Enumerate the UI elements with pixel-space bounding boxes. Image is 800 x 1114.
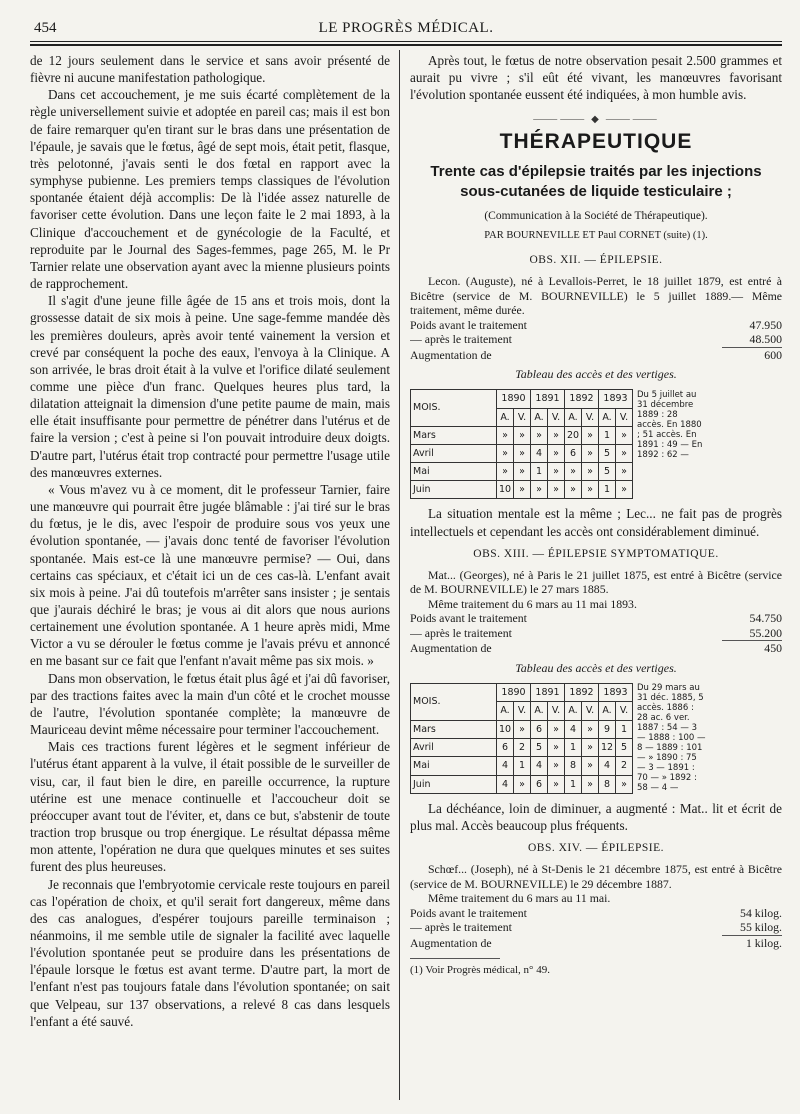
column-divider: [399, 50, 400, 1100]
table-cell: »: [531, 481, 548, 499]
table-header-year: 1892: [565, 390, 599, 408]
table-cell: »: [582, 444, 599, 462]
table-cell: »: [514, 444, 531, 462]
table-subheader: V.: [616, 702, 633, 720]
table-cell: »: [548, 463, 565, 481]
table-cell: »: [582, 720, 599, 738]
table-cell: 6: [565, 444, 582, 462]
table-header-year: 1891: [531, 683, 565, 701]
table-cell: 5: [599, 463, 616, 481]
table-cell: 1: [531, 463, 548, 481]
table-cell: »: [565, 481, 582, 499]
table-cell: 20: [565, 426, 582, 444]
table-cell: 4: [497, 757, 514, 775]
table-month: Juin: [411, 775, 497, 793]
table-cell: »: [582, 463, 599, 481]
table-subheader: A.: [599, 702, 616, 720]
table-cell: »: [514, 775, 531, 793]
table-header-year: 1893: [599, 683, 633, 701]
table-cell: 10: [497, 481, 514, 499]
journal-title: LE PROGRÈS MÉDICAL.: [318, 20, 494, 36]
table-cell: »: [497, 463, 514, 481]
table-month: Avril: [411, 444, 497, 462]
table-subheader: A.: [497, 408, 514, 426]
table-header-year: 1890: [497, 683, 531, 701]
table-subheader: A.: [565, 408, 582, 426]
table-title: Tableau des accès et des vertiges.: [515, 367, 677, 382]
table-cell: »: [548, 775, 565, 793]
obs-text: Mat... (Georges), né à Paris le 21 juillet 1875, est entré à Bicêtre (service de M. BOURNEVILLE) le 27 mars 1885.: [410, 567, 782, 597]
table-note: Du 5 juillet au 31 décembre 1889 : 28 accès. En 1880 ; 51 accès. En 1891 : 49 — En 1892 : 62 —: [637, 389, 703, 460]
section-title: THÉRAPEUTIQUE: [499, 129, 693, 153]
table-header-mois: MOIS.: [411, 390, 497, 426]
table-subheader: A.: [531, 408, 548, 426]
table-header-year: 1892: [565, 683, 599, 701]
table-cell: »: [497, 444, 514, 462]
table-cell: 4: [565, 720, 582, 738]
table-cell: »: [565, 463, 582, 481]
article-title: Trente cas d'épilepsie traités par les injections sous-cutanées de liquide testiculaire ;: [430, 162, 762, 200]
header-rule-thick: [30, 44, 782, 46]
obs-heading: OBS. XIV. — ÉPILEPSIE.: [527, 842, 665, 855]
table-cell: 6: [531, 775, 548, 793]
table-subheader: V.: [548, 408, 565, 426]
table-cell: 1: [514, 757, 531, 775]
table-cell: »: [531, 426, 548, 444]
left-column: [30, 52, 390, 1030]
right-column: [410, 52, 782, 980]
paragraph: Mais ces tractions furent légères et le segment inférieur de l'utérus étant apparent à la vulve, il était possible de le surveiller de visu, car, il faut bien le dire, en pareille occurrence, la rupture utérine est une menace continuelle et l'accoucheur doit se préoccuper avant tout de l'éviter, et, dans ce but, s'abstenir de toute traction trop brusque ou trop énergique. Le résultat dépassa même mon attente, l'opération ne dura que quelques minutes et ses suites furent des plus heureuses.: [30, 739, 390, 875]
table-cell: 1: [616, 720, 633, 738]
table-note: Du 29 mars au 31 déc. 1885, 5 accès. 1886 : 28 ac. 6 ver. 1887 : 54 — 3 — 1888 : 100 — 8 — 1889 : 101 — » 1890 : 75 — 3 — 1891 : 70 — » 1892 : 58 — 4 —: [637, 683, 706, 794]
header-rule: [30, 41, 782, 42]
obs-text: Même traitement du 6 mars au 11 mai.: [428, 891, 611, 906]
table-cell: 8: [599, 775, 616, 793]
table-cell: 2: [616, 757, 633, 775]
table-month: Juin: [411, 481, 497, 499]
weight-gain: Augmentation de 1 kilog.: [410, 935, 782, 950]
table-cell: 6: [497, 738, 514, 756]
obs-heading: OBS. XII. — ÉPILEPSIE.: [529, 254, 663, 267]
ornament-divider: ⸻⸻ ◆ ⸻⸻: [532, 114, 660, 126]
table-month: Avril: [411, 738, 497, 756]
table-cell: »: [497, 426, 514, 444]
obs-text: Lecon. (Auguste), né à Levallois-Perret, le 18 juillet 1879, est entré à Bicêtre (service de M. BOURNEVILLE) le 5 juillet 1889.— Même traitement, même durée.: [410, 274, 782, 318]
table-cell: 1: [565, 738, 582, 756]
paragraph: La déchéance, loin de diminuer, a augmenté : Mat.. lit et écrit de plus mal. Accès beaucoup plus fréquents.: [410, 800, 782, 834]
table-cell: 1: [599, 426, 616, 444]
table-cell: 5: [531, 738, 548, 756]
communication-note: (Communication à la Société de Thérapeutique).: [484, 209, 708, 222]
weight-before: Poids avant le traitement 54.750: [410, 611, 782, 626]
table-subheader: A.: [531, 702, 548, 720]
table-month: Mai: [411, 757, 497, 775]
obs-text: Même traitement du 6 mars au 11 mai 1893.: [428, 596, 637, 611]
table-cell: 4: [531, 444, 548, 462]
table-cell: »: [582, 738, 599, 756]
weight-before: Poids avant le traitement 54 kilog.: [410, 905, 782, 920]
table-subheader: A.: [599, 408, 616, 426]
seizure-table: [410, 683, 708, 794]
table-cell: 10: [497, 720, 514, 738]
table-cell: »: [616, 463, 633, 481]
paragraph: La situation mentale est la même ; Lec... ne fait pas de progrès intellectuels et cependant les accès ont considérablement diminué.: [410, 506, 782, 539]
table-title: Tableau des accès et des vertiges.: [515, 660, 677, 675]
paragraph: Il s'agit d'une jeune fille âgée de 15 ans et trois mois, dont la grossesse datait de six mois à peine. Une sage-femme mandée dès les premières douleurs, après avoir tenté vainement la version et crevé par conséquent la poche des eaux, l'envoya à la Clinique. A son arrivée, le bras droit était à la vulve et l'orifice dilaté seulement comme une pièce d'un franc. Quelques heures plus tard, la dilatation atteignait la dimension d'une petite paume de main, mais elle était insuffisante pour permettre de pénétrer dans l'utérus et de faire la version ; c'est à peine si l'on pouvait introduire deux doigts. D'autre part, l'utérus était trop contracté pour permettre l'usage utile des manœuvres externes.: [30, 293, 390, 480]
table-header-year: 1891: [531, 390, 565, 408]
weight-after: — après le traitement 55.200: [410, 625, 782, 640]
table-cell: »: [548, 738, 565, 756]
table-cell: 9: [599, 720, 616, 738]
table-cell: »: [616, 444, 633, 462]
table-subheader: A.: [565, 702, 582, 720]
table-cell: 8: [565, 757, 582, 775]
obs-heading: OBS. XIII. — ÉPILEPSIE SYMPTOMATIQUE.: [473, 547, 719, 560]
weight-gain: Augmentation de 450: [410, 641, 782, 656]
table-cell: »: [548, 720, 565, 738]
paragraph: de 12 jours seulement dans le service et sans avoir présenté de fièvre ni aucune manifestation pathologique.: [30, 53, 390, 86]
table-cell: 1: [599, 481, 616, 499]
obs-text: Schœf... (Joseph), né à St-Denis le 21 décembre 1875, est entré à Bicêtre (service de M. BOURNEVILLE) le 29 décembre 1887.: [410, 862, 782, 891]
table-cell: 5: [616, 738, 633, 756]
table-cell: »: [582, 426, 599, 444]
table-header-year: 1893: [599, 390, 633, 408]
table-header-mois: MOIS.: [411, 683, 497, 720]
paragraph: Après tout, le fœtus de notre observation pesait 2.500 grammes et aurait pu vivre ; s'il eût été vivant, les manœuvres favorisant l'évolution spontanée eussent été indiquées, à mon humble avis.: [410, 53, 782, 103]
table-cell: »: [616, 481, 633, 499]
table-cell: »: [616, 426, 633, 444]
seizure-table: [410, 389, 708, 499]
table-subheader: V.: [616, 408, 633, 426]
table-subheader: V.: [514, 702, 531, 720]
table-month: Mars: [411, 720, 497, 738]
page-header: [30, 20, 782, 42]
table-cell: »: [514, 463, 531, 481]
table-cell: 5: [599, 444, 616, 462]
table-cell: »: [514, 720, 531, 738]
table-cell: »: [548, 426, 565, 444]
weight-after: — après le traitement 48.500: [410, 332, 782, 347]
table-subheader: A.: [497, 702, 514, 720]
table-cell: 4: [497, 775, 514, 793]
table-subheader: V.: [548, 702, 565, 720]
table-cell: 2: [514, 738, 531, 756]
table-subheader: V.: [514, 408, 531, 426]
table-month: Mars: [411, 426, 497, 444]
table-subheader: V.: [582, 408, 599, 426]
table-cell: »: [582, 481, 599, 499]
table-cell: 1: [565, 775, 582, 793]
paragraph: Dans cet accouchement, je me suis écarté complètement de la règle universellement suivie et adoptée en pareil cas; mais il est bon de faire remarquer qu'en tirant sur le bras dans une présentation de l'épaule, je savais que le fœtus, âgé de sept mois, était petit, flasque, très pelotonné, j'avais senti le dos fœtal en rapport avec la symphyse pubienne. Les premiers temps classiques de l'évolution spontanée étaient déjà accomplis: De là l'idée assez naturelle de favoriser cette évolution. Dans une leçon faite le 2 mai 1893, à la Clinique d'accouchement et de gynécologie de la Faculté, et reproduite par le Journal des Sages-femmes, page 265, M. le Pr Tarnier relate une observation ayant avec la mienne plusieurs points de rapprochement.: [30, 87, 390, 292]
table-cell: »: [514, 481, 531, 499]
paragraph: Dans mon observation, le fœtus était plus âgé et j'ai dû favoriser, par des tractions faites avec la main d'un côté et le crochet mousse de l'autre, l'évolution spontanée complète; la manœuvre de Mauriceau devint même nécessaire pour terminer l'accouchement.: [30, 670, 390, 738]
table-cell: 4: [531, 757, 548, 775]
table-cell: »: [548, 481, 565, 499]
table-month: Mai: [411, 463, 497, 481]
authors: PAR BOURNEVILLE ET Paul CORNET (suite) (1).: [484, 229, 708, 241]
table-cell: »: [582, 757, 599, 775]
table-cell: »: [548, 757, 565, 775]
table-cell: »: [616, 775, 633, 793]
table-header-year: 1890: [497, 390, 531, 408]
weight-before: Poids avant le traitement 47.950: [410, 317, 782, 332]
weight-gain: Augmentation de 600: [410, 347, 782, 362]
paragraph: Je reconnais que l'embryotomie cervicale reste toujours en pareil cas l'opération de choix, et qu'il serait fort dangereux, même dans des cas analogues, d'espérer toujours pareille terminaison ; néanmoins, il me semble utile de signaler la facilité avec laquelle l'évolution spontanée peut se produire dans les présentations de l'épaule lorsque le fœtus est avant terme. D'autre part, la mort de l'enfant n'est pas toujours fatale dans l'évolution spontanée; on sait que Velpeau, sur 137 observations, a relevé 8 cas dans lesquels l'enfant a été sauvé.: [30, 876, 390, 1029]
footnote: (1) Voir Progrès médical, n° 49.: [410, 964, 550, 977]
paragraph: « Vous m'avez vu à ce moment, dit le professeur Tarnier, faire une manœuvre qui pourrait être jugée blâmable : j'ai tiré sur le bras du fœtus, je le dis, avec l'espoir de produire sous vos yeux une évolution spontanée, — j'avais donc tenté de favoriser l'évolution spontanée. Mais est-ce là une manœuvre permise? — Oui, dans certains cas spéciaux, et c'était ici un de ces cas-là. L'enfant avait six mois à peine. J'ai dû toutefois m'arrêter sans insister ; je sentais que j'aurais déchiré le bras; je vous ai dit alors que nous aurions certainement une évolution spontanée. A 1 heure après midi, Mme Victor a vu se dérouler le fœtus comme je l'avais prévu et annoncé en me basant sur ce fait que l'enfant n'avait même pas six mois. »: [30, 481, 390, 669]
table-subheader: V.: [582, 702, 599, 720]
table-cell: »: [514, 426, 531, 444]
table-cell: 4: [599, 757, 616, 775]
table-cell: 12: [599, 738, 616, 756]
table-cell: 6: [531, 720, 548, 738]
page-number: 454: [34, 20, 57, 36]
table-cell: »: [548, 444, 565, 462]
table-cell: »: [582, 775, 599, 793]
weight-after: — après le traitement 55 kilog.: [410, 920, 782, 935]
